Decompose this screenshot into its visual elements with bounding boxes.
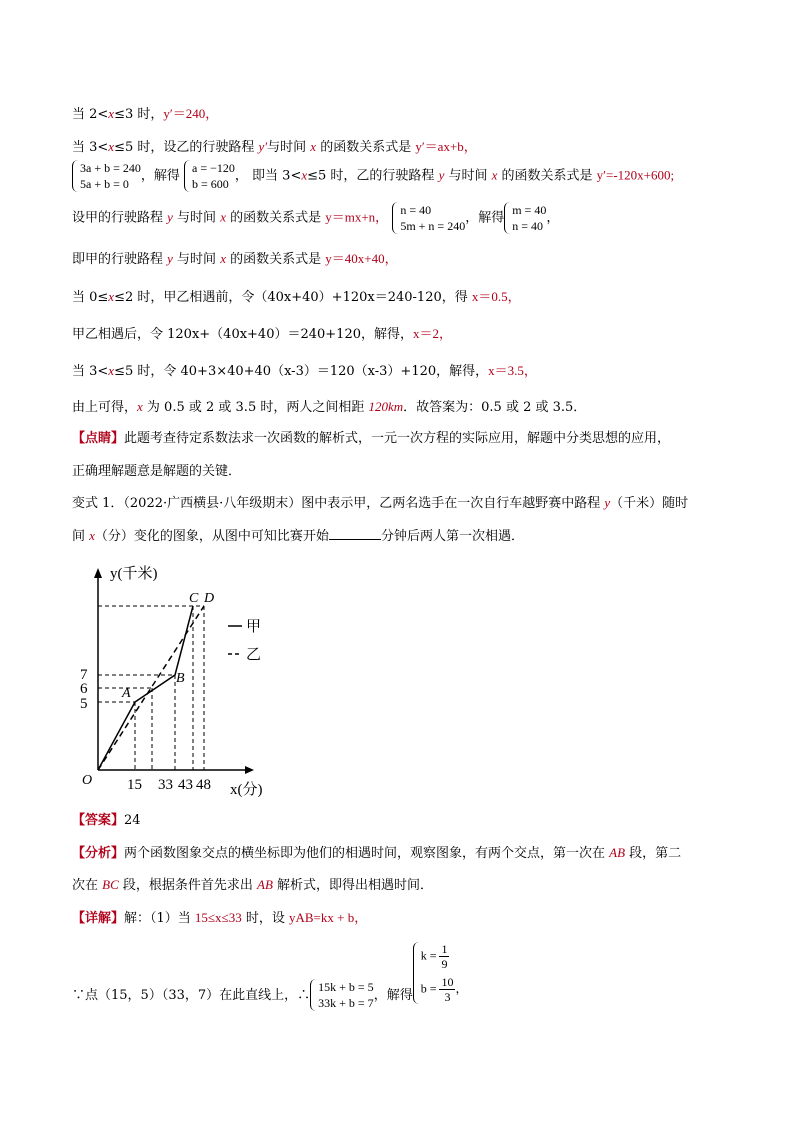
line-4: 设甲的行驶路程 y 与时间 x 的函数关系式是 y＝mx+n， n = 40 5m + n = 240 ，解得 m = 40 n = 40 ， <box>72 203 560 233</box>
x-tick-label: 48 <box>196 777 211 793</box>
solution-system: m = 40 n = 40 <box>504 202 546 234</box>
solution-system: k = $\frac{1}{9}$ b = $\frac{10}{3}$ ， <box>413 942 468 1004</box>
y-tick-label: 6 <box>80 681 88 697</box>
equation-system: n = 40 5m + n = 240 <box>392 202 465 234</box>
line-1: 当 2<x≤3 时，y′＝240， <box>72 106 219 122</box>
legend-yi-label: 乙 <box>246 647 262 663</box>
line-9: 由上可得，x 为 0.5 或 2 或 3.5 时，两人之间相距 120km．故答案为：0.5 或 2 或 3.5． <box>72 399 587 415</box>
x-axis-label: x(分) <box>230 782 263 798</box>
line-3: 3a + b = 240 5a + b = 0 ，解得 a = −120 b = 600 ， 即当 3<x≤5 时，乙的行驶路程 y 与时间 x 的函数关系式是 y′=-120x+600; <box>72 160 674 192</box>
legend-jia-label: 甲 <box>246 619 262 635</box>
x-tick-label: 33 <box>158 777 173 793</box>
line-answer: 【答案】24 <box>72 813 141 828</box>
line-7: 甲乙相遇后，令 120x+（40x+40）＝240+120，解得，x＝2， <box>72 326 453 342</box>
point-b-label: B <box>176 671 185 686</box>
point-a-label: A <box>122 686 131 701</box>
y-tick-label: 7 <box>80 667 88 683</box>
y-tick-label: 5 <box>80 696 88 712</box>
y-axis-label: y(千米) <box>110 566 158 582</box>
line-detail-2: ∵点（15，5）（33，7）在此直线上，∴ 15k + b = 5 33k + b = 7 ，解得 k = $\frac{1}{9}$ b = $\frac{10}{3}$ ， <box>72 942 468 1010</box>
line-11: 正确理解题意是解题的关键． <box>72 464 242 479</box>
x-tick-label: 15 <box>127 777 142 793</box>
origin-label: O <box>82 773 93 788</box>
point-c-label: C <box>189 591 199 606</box>
answer-blank <box>329 527 381 540</box>
equation-system: 3a + b = 240 5a + b = 0 <box>72 160 141 192</box>
point-d-label: D <box>204 591 215 606</box>
solution-system: a = −120 b = 600 <box>184 160 235 192</box>
line-2: 当 3<x≤5 时，设乙的行驶路程 y′与时间 x 的函数关系式是 y′＝ax+b， <box>72 139 477 155</box>
line-analysis-2: 次在 BC 段，根据条件首先求出 AB 解析式，即得出相遇时间． <box>72 877 434 893</box>
line-detail: 【详解】解：（1）当 15≤x≤33 时，设 yAB=kx + b， <box>72 910 368 926</box>
line-5: 即甲的行驶路程 y 与时间 x 的函数关系式是 y＝40x+40， <box>72 251 398 267</box>
y-axis-arrow <box>94 568 102 578</box>
line-12: 变式 1．（2022·广西横县·八年级期末）图中表示甲，乙两名选手在一次自行车越野赛中路程 y（千米）随时 <box>72 495 689 511</box>
line-6: 当 0≤x≤2 时，甲乙相遇前，令（40x+40）+120x＝240-120，得 x＝0.5， <box>72 289 521 305</box>
line-analysis: 【分析】两个函数图象交点的横坐标即为他们的相遇时间，观察图象，有两个交点，第一次在 AB 段，第二 <box>72 845 682 861</box>
x-tick-label: 43 <box>178 777 193 793</box>
line-13: 间 x（分）变化的图象，从图中可知比赛开始 分钟后两人第一次相遇． <box>72 528 524 544</box>
equation-system: 15k + b = 5 33k + b = 7 <box>310 979 374 1011</box>
x-axis-arrow <box>245 766 254 774</box>
line-10: 【点睛】此题考查待定系数法求一次函数的解析式，一元一次方程的实际应用，解题中分类思想的应用， <box>72 431 671 446</box>
distance-time-graph <box>80 562 280 800</box>
line-8: 当 3<x≤5 时，令 40+3×40+40（x-3）＝120（x-3）+120，解得，x＝3.5， <box>72 363 537 379</box>
